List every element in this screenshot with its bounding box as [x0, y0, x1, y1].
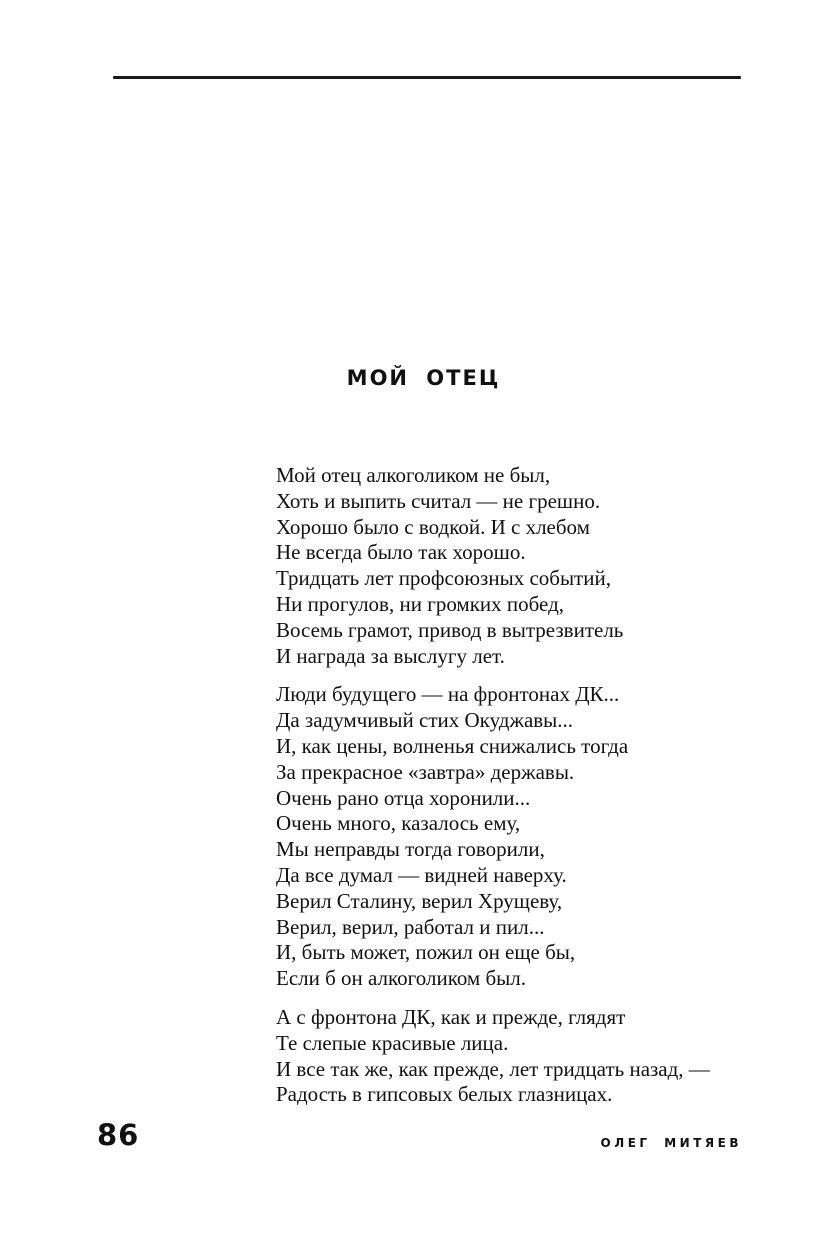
stanza-3 — [276, 1005, 710, 1108]
poem-line: Мой отец алкоголиком не был, — [276, 463, 551, 487]
poem-line: Тридцать лет профсоюзных событий, — [276, 566, 611, 591]
poem-line: Очень рано отца хоронили... — [276, 785, 531, 810]
poem-body — [276, 463, 710, 1121]
poem-line: И все так же, как прежде, лет тридцать назад, — — [276, 1056, 710, 1081]
poem-line: Не всегда было так хорошо. — [276, 540, 526, 565]
poem-line: Радость в гипсовых белых глазницах. — [276, 1082, 613, 1107]
poem-line: Очень много, казалось ему, — [276, 811, 521, 836]
poem-line: Те слепые красивые лица. — [276, 1030, 509, 1055]
poem-line: Да все думал — видней наверху. — [276, 862, 567, 887]
stanza-2 — [276, 682, 710, 992]
poem-line: И, быть может, пожил он еще бы, — [276, 940, 576, 965]
poem-line: Верил Сталину, верил Хрущеву, — [276, 888, 563, 913]
poem-line: Хорошо было с водкой. И с хлебом — [276, 514, 590, 539]
poem-line: За прекрасное «завтра» державы. — [276, 759, 575, 784]
top-rule-divider — [113, 76, 741, 79]
poem-title: МОЙ ОТЕЦ — [346, 366, 501, 390]
poem-line: Мы неправды тогда говорили, — [276, 837, 545, 862]
page-number: 86 — [97, 1118, 140, 1152]
poem-line: Восемь грамот, привод в вытрезвитель — [276, 617, 624, 642]
poem-line: А с фронтона ДК, как и прежде, глядят — [276, 1004, 626, 1029]
running-footer-author: ОЛЕГ МИТЯЕВ — [600, 1136, 742, 1150]
poem-line: И, как цены, волненья снижались тогда — [276, 733, 629, 758]
poem-line: Если б он алкоголиком был. — [276, 966, 526, 991]
stanza-1 — [276, 463, 710, 669]
poem-line: Да задумчивый стих Окуджавы... — [276, 708, 574, 733]
poem-line: Хоть и выпить считал — не грешно. — [276, 488, 601, 513]
poem-line: Верил, верил, работал и пил... — [276, 914, 545, 939]
poem-line: И награда за выслугу лет. — [276, 643, 505, 668]
poem-line: Ни прогулов, ни громких побед, — [276, 591, 565, 616]
poem-line: Люди будущего — на фронтонах ДК... — [276, 682, 620, 707]
